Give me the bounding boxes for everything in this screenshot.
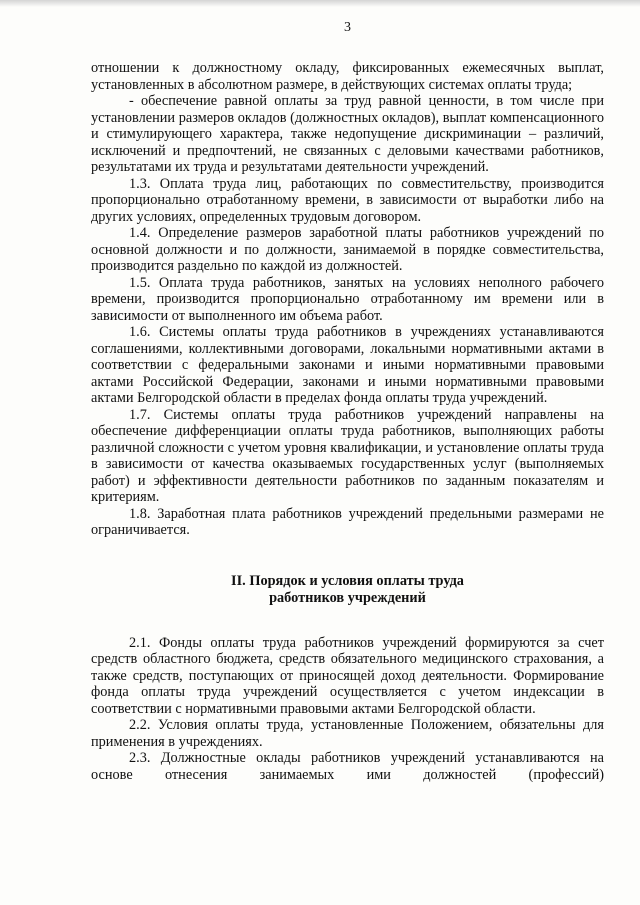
section-heading <box>91 573 604 607</box>
section-heading-line2: работников учреждений <box>269 589 426 606</box>
body-top <box>91 60 604 539</box>
body-bottom <box>91 635 604 784</box>
paragraph-2-2: 2.2. Условия оплаты труда, установленные Положением, обязательны для применения в учреждениях. <box>91 717 604 750</box>
paragraph-1-4: 1.4. Определение размеров заработной платы работников учреждений по основной должности и по должности, занимаемой в порядке совместительства, производится раздельно по каждой из должностей. <box>91 225 604 274</box>
paragraph-2-1: 2.1. Фонды оплаты труда работников учреждений формируются за счет средств областного бюджета, средств обязательного медицинского страхования, а также средств, поступающих от приносящей доход деятельности. Формирование фонда оплаты труда учреждений осуществляется с учетом индексации в соответствии с нормативными правовыми актами Белгородской области. <box>91 634 604 717</box>
paragraph-2-3: 2.3. Должностные оклады работников учреждений устанавливаются на основе отнесения занимаемых ими должностей (профессий) <box>91 750 604 783</box>
paragraph-equal-pay: - обеспечение равной оплаты за труд равной ценности, в том числе при установлении размеров окладов (должностных окладов), выплат компенсационного и стимулирующего характера, также недопущение дискриминации – различий, исключений и предпочтений, не связанных с деловыми качествами работников, результатами их труда и результатами деятельности учреждений. <box>91 93 604 175</box>
scan-top-edge <box>0 0 640 7</box>
page-number: 3 <box>344 20 351 35</box>
paragraph-1-6: 1.6. Системы оплаты труда работников в учреждениях устанавливаются соглашениями, коллективными договорами, локальными нормативными актами в соответствии с федеральными законами и иными нормативными правовыми актами Российской Федерации, законами и иными нормативными правовыми актами Белгородской области в пределах фонда оплаты труда учреждений. <box>91 324 604 406</box>
paragraph-continuation: отношении к должностному окладу, фиксированных ежемесячных выплат, установленных в абсолютном размере, в действующих системах оплаты труда; <box>91 60 604 93</box>
section-heading-line1: II. Порядок и условия оплаты труда <box>231 572 464 589</box>
paragraph-1-7: 1.7. Системы оплаты труда работников учреждений направлены на обеспечение дифференциации оплаты труда работников, выполняющих работы различной сложности с учетом уровня квалификации, и установление оплаты труда в зависимости от качества оказываемых государственных услуг (выполняемых работ) и эффективности деятельности работников по заданным показателям и критериям. <box>91 406 604 505</box>
paragraph-1-8: 1.8. Заработная плата работников учреждений предельными размерами не ограничивается. <box>91 505 604 538</box>
paragraph-1-5: 1.5. Оплата труда работников, занятых на условиях неполного рабочего времени, производится пропорционально отработанному им времени или в зависимости от выполненного им объема работ. <box>91 274 604 324</box>
paragraph-1-3: 1.3. Оплата труда лиц, работающих по совместительству, производится пропорционально отработанному времени, в зависимости от выработки либо на других условиях, определенных трудовым договором. <box>91 175 604 225</box>
